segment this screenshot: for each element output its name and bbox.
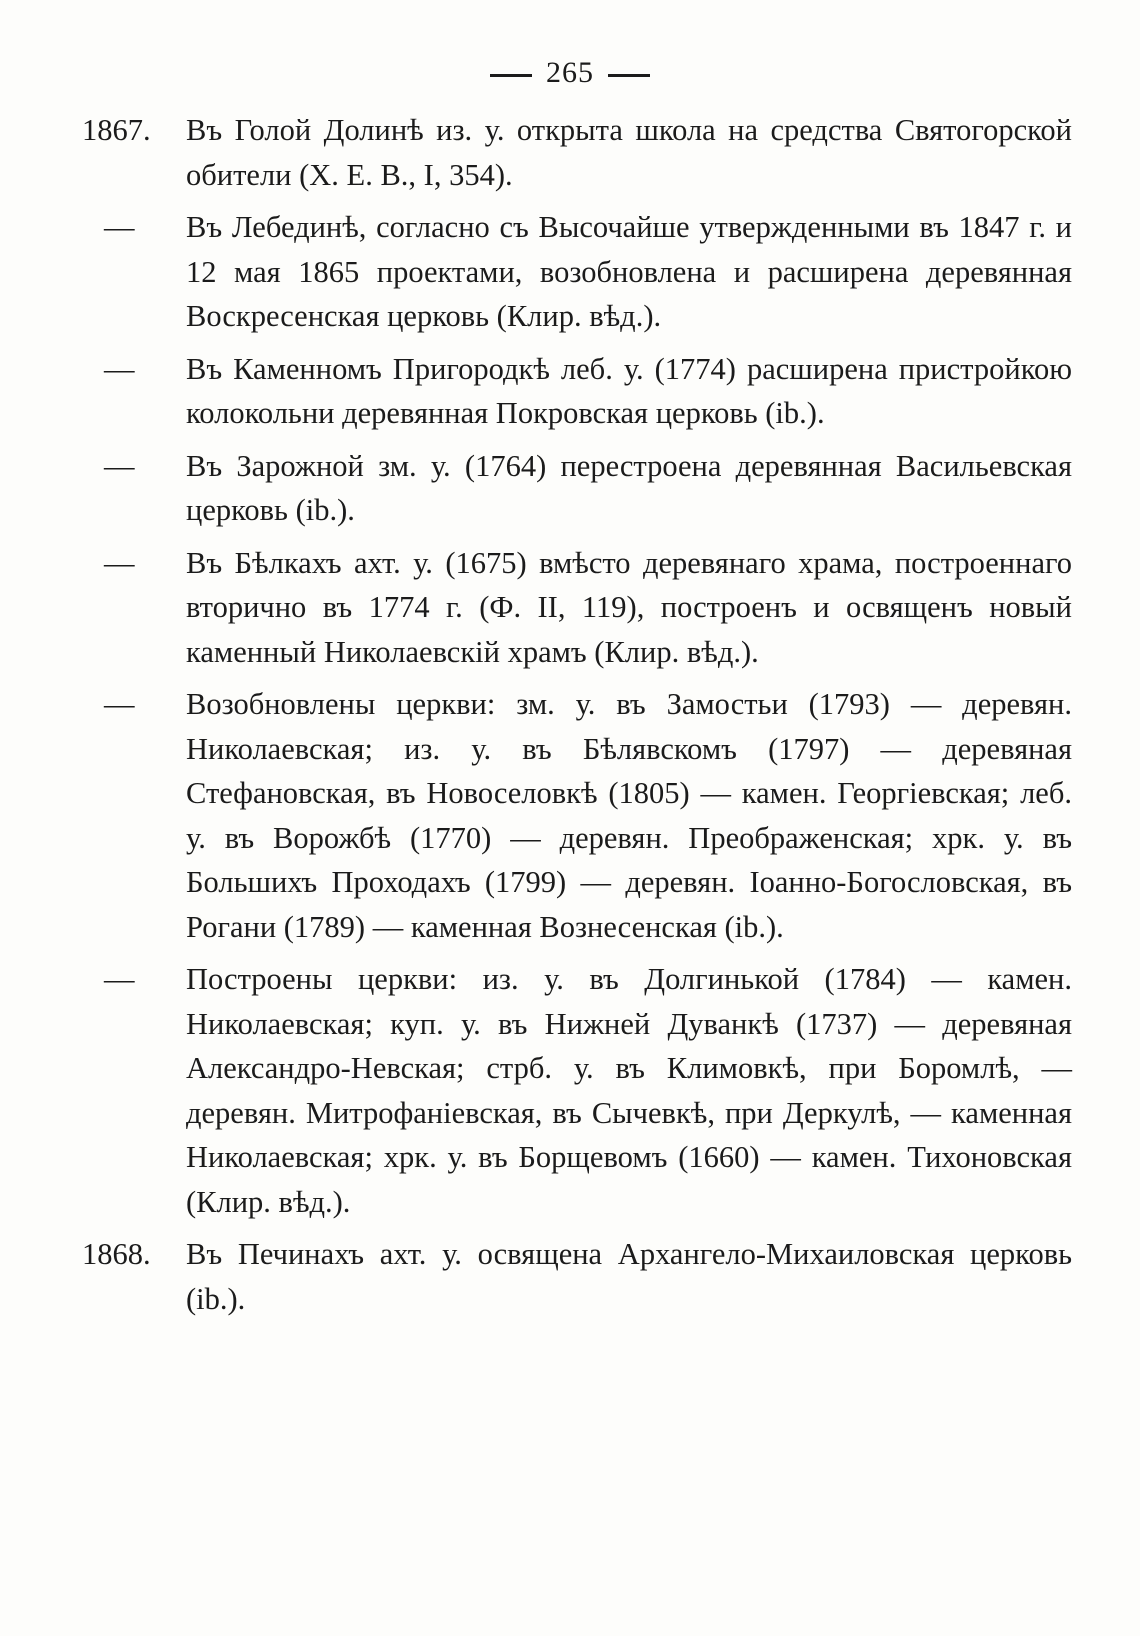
chronicle-entry — [82, 444, 1072, 533]
entry-text: Въ Лебединѣ, согласно съ Высочайше утвержденными въ 1847 г. и 12 мая 1865 проектами, возобновлена и расширена деревянная Воскресенская церковь (Клир. вѣд.). — [186, 210, 1072, 333]
entry-year: 1868. — [82, 1237, 151, 1271]
chronicle-entry — [82, 108, 1072, 197]
chronicle-text — [82, 108, 1072, 1330]
entry-dash-marker: — — [104, 351, 135, 386]
header-dash-right — [608, 74, 650, 77]
entry-text: Возобновлены церкви: зм. у. въ Замостьи (1793) — деревян. Николаевская; из. у. въ Бѣлявскомъ (1797) — деревяная Стефановская, въ Новоселовкѣ (1805) — камен. Георгіевская; леб. у. въ Ворожбѣ (1770) — деревян. Преображенская; хрк. у. въ Большихъ Проходахъ (1799) — деревян. Іоанно-Богословская, въ Рогани (1789) — каменная Вознесенская (ib.). — [186, 687, 1072, 944]
entry-text: Построены церкви: из. у. въ Долгинькой (1784) — камен. Николаевская; куп. у. въ Нижней Дуванкѣ (1737) — деревяная Александро-Невская; стрб. у. въ Климовкѣ, при Боромлѣ, — деревян. Митрофаніевская, въ Сычевкѣ, при Деркулѣ, — каменная Николаевская; хрк. у. въ Борщевомъ (1660) — камен. Тихоновская (Клир. вѣд.). — [186, 962, 1072, 1219]
entry-text: Въ Зарожной зм. у. (1764) перестроена деревянная Васильевская церковь (ib.). — [186, 448, 1072, 527]
chronicle-entry — [82, 205, 1072, 339]
page-number: 265 — [546, 56, 594, 89]
page-header — [0, 56, 1140, 90]
entry-dash-marker: — — [104, 210, 135, 244]
entry-dash-marker: — — [104, 545, 135, 580]
page-end — [82, 1329, 1072, 1330]
header-dash-left — [490, 74, 532, 77]
entry-text: Въ Печинахъ ахт. у. освящена Архангело-Михаиловская церковь (ib.). — [186, 1237, 1072, 1316]
chronicle-entry — [82, 347, 1072, 436]
entry-text: Въ Каменномъ Пригородкѣ леб. у. (1774) расширена пристройкою колокольни деревянная Покровская церковь (ib.). — [186, 351, 1072, 430]
entry-dash-marker: — — [104, 962, 135, 996]
chronicle-entry — [82, 957, 1072, 1224]
entry-dash-marker: — — [104, 448, 135, 483]
chronicle-entry — [82, 541, 1072, 675]
entry-year: 1867. — [82, 113, 151, 147]
entry-text: Въ Бѣлкахъ ахт. у. (1675) вмѣсто деревянаго храма, построеннаго вторично въ 1774 г. (Ф. II, 119), построенъ и освященъ новый каменный Николаевскій храмъ (Клир. вѣд.). — [186, 545, 1072, 669]
entry-text: Въ Голой Долинѣ из. у. открыта школа на средства Святогорской обители (Х. Е. В., I, 354). — [186, 113, 1072, 192]
chronicle-entry — [82, 682, 1072, 949]
chronicle-entry — [82, 1232, 1072, 1321]
entry-dash-marker: — — [104, 687, 135, 721]
